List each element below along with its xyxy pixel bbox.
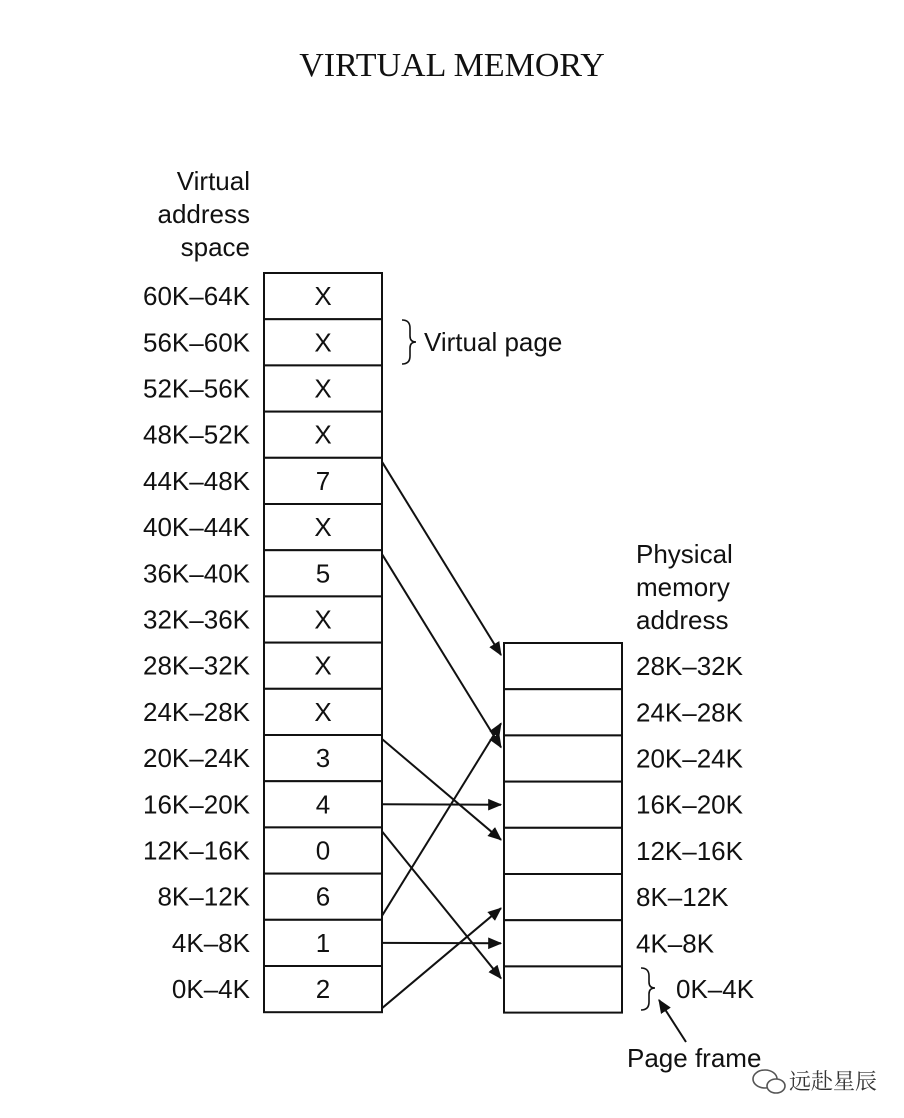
page-mapping-arrow [382,462,501,655]
physical-header-line: address [636,605,729,635]
physical-frame-cell [504,828,622,874]
physical-memory-table [504,643,744,1013]
page-mapping-arrow [382,723,501,915]
physical-frame-cell [504,735,622,781]
physical-header-line: memory [636,572,730,602]
virtual-page-entry: 1 [315,927,331,958]
watermark-text: 远赴星辰 [789,1070,878,1095]
virtual-page-row [157,874,382,920]
virtual-page-range: 24K–28K [143,696,250,727]
chat-bubble-icon [753,1070,785,1093]
virtual-page-entry: X [314,419,332,450]
virtual-page-row [143,319,382,365]
virtual-page-entry: X [314,512,332,543]
physical-frame-row [504,920,715,966]
virtual-page-range: 44K–48K [143,465,250,496]
virtual-page-table [143,273,382,1012]
virtual-header-line: address [157,199,250,229]
virtual-page-range: 8K–12K [157,881,250,912]
mapping-arrows [382,462,501,1008]
virtual-page-row [143,365,382,411]
physical-frame-cell [504,920,622,966]
page-frame-label: Page frame [627,1043,762,1073]
virtual-page-range: 28K–32K [143,650,250,681]
physical-frame-row [504,782,744,828]
physical-memory-header [636,539,733,635]
physical-frame-row [504,966,622,1012]
virtual-page-row [172,966,382,1012]
virtual-page-entry: 2 [315,974,331,1005]
virtual-page-range: 32K–36K [143,604,250,635]
virtual-page-entry: 5 [315,558,331,589]
virtual-page-range: 20K–24K [143,743,250,774]
physical-frame-range: 12K–16K [636,835,743,866]
virtual-page-entry: X [314,327,332,358]
virtual-page-row [143,735,382,781]
virtual-page-entry: 6 [315,881,331,912]
page-frame-pointer-arrow [659,1000,686,1042]
physical-frame-range: 4K–8K [636,928,715,959]
physical-frame-range: 8K–12K [636,882,729,913]
virtual-page-row [143,458,382,504]
physical-frame-range: 24K–28K [636,697,743,728]
physical-frame-cell [504,689,622,735]
physical-frame-cell [504,966,622,1012]
virtual-page-row [143,781,382,827]
page-frame-range-label: 0K–4K [676,974,755,1004]
physical-frame-row [504,828,744,874]
virtual-page-annotation [402,320,562,364]
virtual-page-entry: 7 [315,465,331,496]
virtual-page-entry: X [314,696,332,727]
virtual-page-entry: 0 [315,835,331,866]
physical-frame-cell [504,874,622,920]
virtual-page-row [143,827,382,873]
page-mapping-arrow [382,831,501,978]
virtual-page-range: 0K–4K [171,974,250,1005]
virtual-page-label: Virtual page [424,327,563,357]
virtual-address-space-header [158,166,251,262]
virtual-page-range: 56K–60K [143,327,250,358]
virtual-page-row [143,412,382,458]
physical-frame-cell [504,782,622,828]
page-mapping-arrow [382,908,501,1008]
virtual-page-range: 60K–64K [143,281,250,312]
virtual-header-line: Virtual [176,166,250,196]
virtual-page-row [143,273,382,319]
virtual-page-range: 16K–20K [143,789,250,820]
diagram-title: VIRTUAL MEMORY [299,47,605,84]
virtual-page-row [143,643,382,689]
virtual-page-range: 52K–56K [143,373,250,404]
virtual-page-range: 12K–16K [143,835,250,866]
virtual-page-row [143,596,382,642]
virtual-page-range: 36K–40K [143,558,250,589]
page-frame-annotation [627,968,761,1073]
physical-frame-row [504,643,744,689]
virtual-page-row [143,689,382,735]
page-frame-brace [641,968,655,1010]
physical-header-line: Physical [636,539,733,569]
virtual-page-entry: X [314,373,332,404]
physical-frame-row [504,735,744,781]
virtual-page-range: 40K–44K [143,512,250,543]
virtual-page-entry: X [314,650,332,681]
physical-frame-row [504,874,729,920]
physical-frame-range: 20K–24K [636,743,743,774]
virtual-page-entry: 4 [315,789,331,820]
virtual-page-row [172,920,382,966]
virtual-page-row [143,504,382,550]
virtual-page-entry: X [314,281,332,312]
physical-frame-range: 16K–20K [636,789,743,820]
physical-frame-row [504,689,744,735]
virtual-page-brace [402,320,416,364]
virtual-page-entry: X [314,604,332,635]
physical-frame-range: 28K–32K [636,651,743,682]
physical-frame-cell [504,643,622,689]
watermark [753,1070,877,1095]
virtual-page-entry: 3 [315,743,331,774]
virtual-header-line: space [180,232,250,262]
virtual-page-range: 48K–52K [143,419,250,450]
virtual-page-range: 4K–8K [171,927,250,958]
virtual-page-row [143,550,382,596]
page-mapping-arrow [382,554,501,747]
